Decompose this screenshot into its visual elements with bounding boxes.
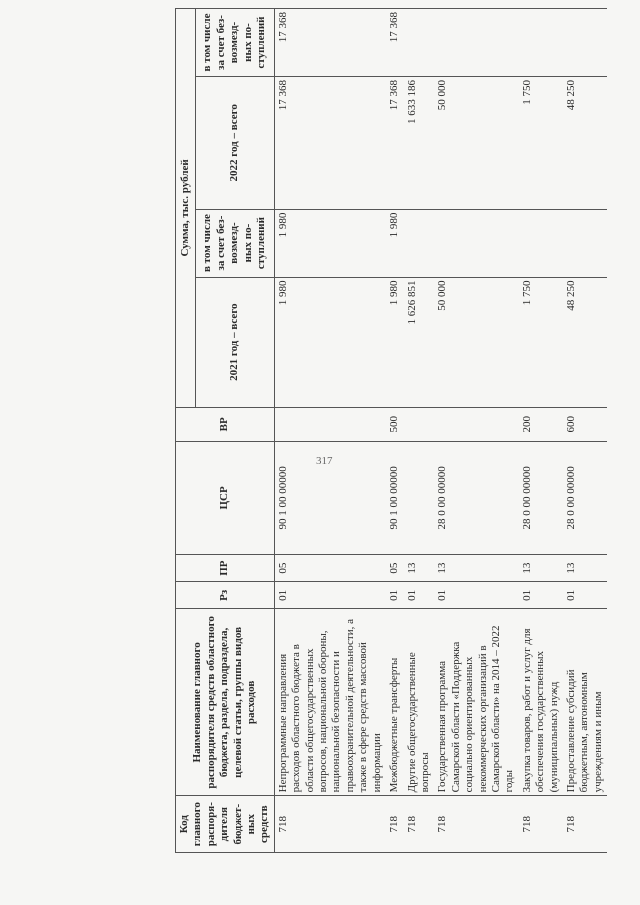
row-csr: 90 1 00 00000 — [386, 441, 403, 554]
row-rz: 01 — [274, 582, 386, 609]
row-2022-free — [519, 9, 563, 77]
row-2022-free — [563, 9, 607, 77]
row-2022-free: 17 368 — [386, 9, 403, 77]
table-row — [404, 9, 435, 853]
header-2021-free: в том числе за счет без-возмезд-ных по-ступлений — [196, 209, 275, 277]
row-csr: 28 0 00 00000 — [434, 441, 518, 554]
row-name: Закупка товаров, работ и услуг для обеспечения государственных (муниципальных) нужд — [519, 609, 563, 796]
header-rz: Рз — [176, 582, 275, 609]
row-2022-total: 50 000 — [434, 77, 518, 210]
row-name: Предоставление субсидий бюджетным, автономным учреждениям и иным — [563, 609, 607, 796]
row-2022-total: 17 368 — [386, 77, 403, 210]
row-2021-free — [519, 209, 563, 277]
row-2021-free: 1 980 — [386, 209, 403, 277]
row-vr — [274, 407, 386, 441]
row-2021-free — [434, 209, 518, 277]
row-2021-free: 1 980 — [274, 209, 386, 277]
row-2021-free — [563, 209, 607, 277]
row-2021-total: 1 626 851 — [404, 277, 435, 407]
row-pr: 13 — [434, 555, 518, 582]
row-pr: 05 — [386, 555, 403, 582]
budget-table-rotated — [175, 8, 640, 853]
header-pr: ПР — [176, 555, 275, 582]
row-csr: 90 1 00 00000 — [274, 441, 386, 554]
row-rz: 01 — [563, 582, 607, 609]
row-rz: 01 — [404, 582, 435, 609]
row-vr — [404, 407, 435, 441]
row-2021-total: 1 750 — [519, 277, 563, 407]
row-name: Другие общегосударственные вопросы — [404, 609, 435, 796]
row-vr — [434, 407, 518, 441]
header-2021-total: 2021 год – всего — [196, 277, 275, 407]
row-rz: 01 — [519, 582, 563, 609]
table-row — [519, 9, 563, 853]
row-csr — [404, 441, 435, 554]
row-pr: 13 — [404, 555, 435, 582]
header-sum-group: Сумма, тыс. рублей — [176, 9, 196, 408]
row-2022-total: 1 750 — [519, 77, 563, 210]
table-row — [274, 9, 386, 853]
row-pr: 05 — [274, 555, 386, 582]
row-vr: 500 — [386, 407, 403, 441]
row-kod: 718 — [386, 796, 403, 853]
row-rz: 01 — [434, 582, 518, 609]
row-2022-total: 17 368 — [274, 77, 386, 210]
header-2022-total: 2022 год – всего — [196, 77, 275, 210]
header-csr: ЦСР — [176, 441, 275, 554]
row-kod: 718 — [519, 796, 563, 853]
row-name: Непрограммные направления расходов областного бюджета в области общегосударственных вопросов, национальной обороны, национальной безопасности и правоохранительной деятельности, а также в сфере средств массовой информации — [274, 609, 386, 796]
header-2022-free: в том числе за счет без-возмезд-ных по-ступлений — [196, 9, 275, 77]
row-kod: 718 — [563, 796, 607, 853]
row-2021-total: 48 250 — [563, 277, 607, 407]
table-row — [563, 9, 607, 853]
row-2021-total: 1 980 — [274, 277, 386, 407]
row-vr: 600 — [563, 407, 607, 441]
row-kod: 718 — [404, 796, 435, 853]
row-pr: 13 — [519, 555, 563, 582]
page-number: 317 — [316, 455, 333, 467]
row-2021-free — [404, 209, 435, 277]
row-pr: 13 — [563, 555, 607, 582]
budget-table — [175, 8, 607, 853]
row-2022-total: 1 633 186 — [404, 77, 435, 210]
row-kod: 718 — [274, 796, 386, 853]
table-row — [434, 9, 518, 853]
header-kod: Код главного распоря-дителя бюджет-ных средств — [176, 796, 275, 853]
row-csr: 28 0 00 00000 — [563, 441, 607, 554]
row-name: Межбюджетные трансферты — [386, 609, 403, 796]
row-vr: 200 — [519, 407, 563, 441]
header-name: Наименование главного распорядителя средств областного бюджета, раздела, подраздела, целевой статьи, группы видов расходов — [176, 609, 275, 796]
row-2021-total: 1 980 — [386, 277, 403, 407]
row-kod: 718 — [434, 796, 518, 853]
row-rz: 01 — [386, 582, 403, 609]
row-2022-free — [434, 9, 518, 77]
table-row — [386, 9, 403, 853]
row-csr: 28 0 00 00000 — [519, 441, 563, 554]
row-name: Государственная программа Самарской области «Поддержка социально ориентированных некоммерческих организаций в Самарской области» на 2014 – 2022 годы — [434, 609, 518, 796]
row-2022-total: 48 250 — [563, 77, 607, 210]
header-vr: ВР — [176, 407, 275, 441]
row-2022-free: 17 368 — [274, 9, 386, 77]
row-2022-free — [404, 9, 435, 77]
row-2021-total: 50 000 — [434, 277, 518, 407]
